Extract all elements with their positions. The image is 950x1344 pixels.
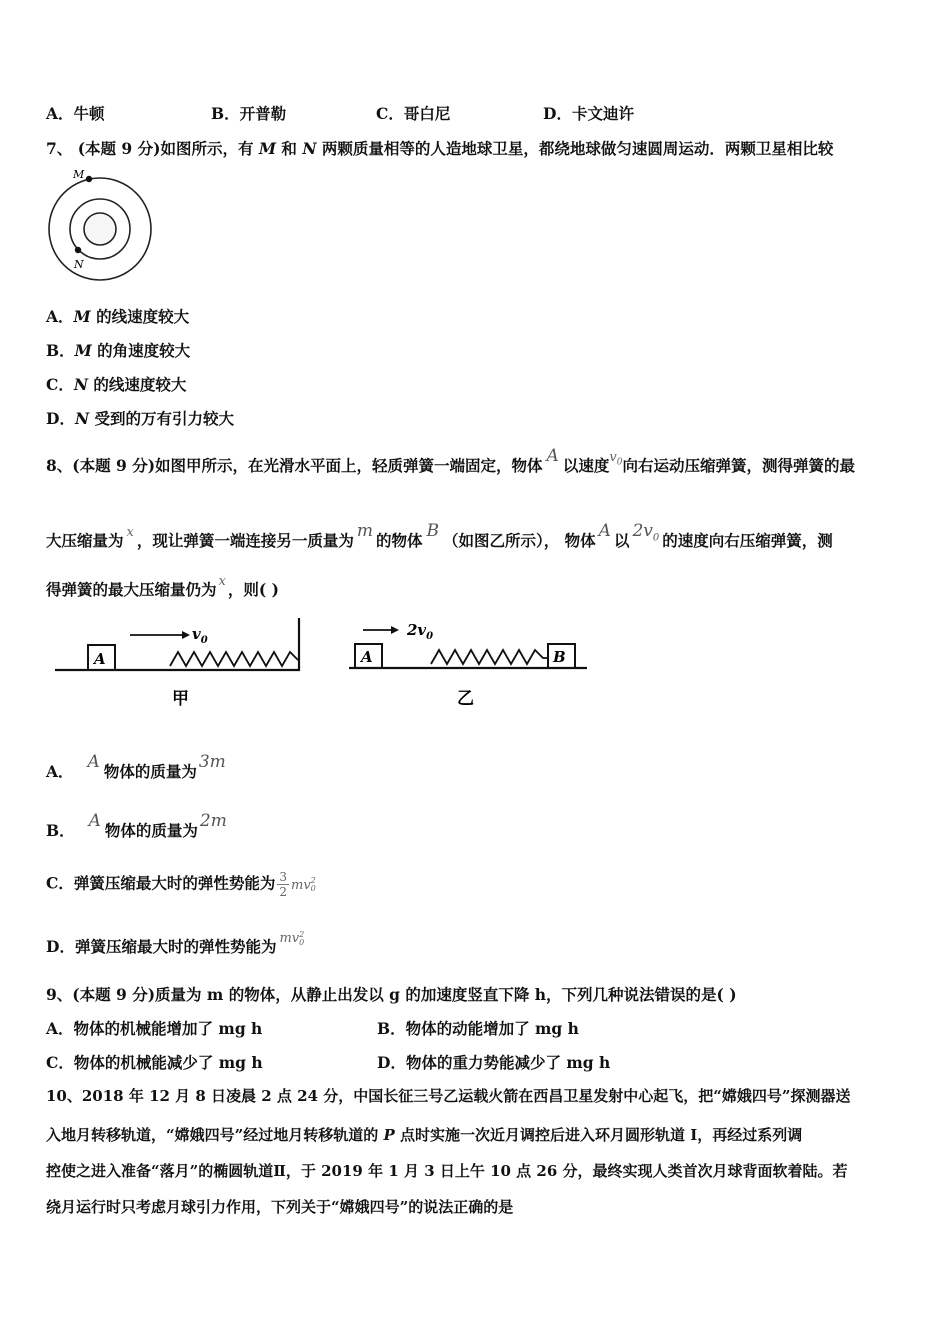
2v0-symbol: $2v_0$ [632, 521, 660, 544]
spring-yi [431, 650, 548, 664]
q7-option-b[interactable]: B．M 的角速度较大 [46, 341, 191, 360]
q6-option-b[interactable]: B．开普勒 [211, 104, 287, 123]
q9-option-c[interactable]: C．物体的机械能减少了 mg h [46, 1053, 263, 1072]
q6-option-d[interactable]: D．卡文迪许 [543, 104, 634, 123]
q7-stem: 7、 (本题 9 分)如图所示，有 M 和 N 两颗质量相等的人造地球卫星，都绕地球做匀速圆周运动．两颗卫星相比较 [46, 139, 834, 158]
q8-stem-line-1: 8、(本题 9 分)如图甲所示，在光滑水平面上，轻质弹簧一端固定，物体 A 以速度$^{v_0}$向右运动压缩弹簧，测得弹簧的最 [46, 446, 855, 475]
fraction-3-2: $\frac{3}{2}$ [279, 870, 287, 899]
q9-option-d[interactable]: D．物体的重力势能减少了 mg h [377, 1053, 611, 1072]
arrow-head-yi [391, 626, 399, 634]
q9-option-a[interactable]: A．物体的机械能增加了 mg h [46, 1019, 263, 1038]
q6-option-a[interactable]: A．牛顿 [46, 104, 105, 123]
caption-jia: 甲 [172, 689, 189, 709]
q7-option-a[interactable]: A．M 的线速度较大 [46, 307, 190, 326]
q8-figure-yi [345, 612, 595, 712]
q10-stem-line-3: 控使之进入准备“落月”的椭圆轨道Ⅱ，于 2019 年 1 月 3 日上午 10 点 26 分，最终实现人类首次月球背面软着陆。若 [46, 1162, 848, 1180]
q8-stem-line-3: 得弹簧的最大压缩量仍为 $^x$ ，则( ) [46, 574, 279, 599]
q8-option-a[interactable]: A． A 物体的质量为 3m [46, 752, 226, 781]
q10-stem-line-2: 入地月转移轨道，“嫦娥四号”经过地月转移轨道的 P 点时实施一次近月调控后进入环月圆形轨道 I，再经过系列调 [46, 1126, 803, 1144]
label-m: M [73, 168, 85, 181]
satellite-n-dot [75, 247, 81, 253]
q7-orbit-figure [40, 165, 160, 285]
svg-text:v0: $v_0$ [192, 625, 208, 646]
svg-text:A: A [94, 650, 106, 668]
q7-option-d[interactable]: D．N 受到的万有引力较大 [46, 409, 235, 428]
q7-option-c[interactable]: C．N 的线速度较大 [46, 375, 187, 394]
q6-options-row [46, 102, 906, 122]
q10-stem-line-1: 10、2018 年 12 月 8 日凌晨 2 点 24 分，中国长征三号乙运载火箭在西昌卫星发射中心起飞，把“嫦娥四号”探测器送 [46, 1087, 851, 1105]
svg-text:B: B [553, 648, 566, 666]
q8-option-c[interactable]: C．弹簧压缩最大时的弹性势能为 $\frac{3}{2}$ mv 2 0 [46, 870, 316, 899]
q9-option-b[interactable]: B．物体的动能增加了 mg h [377, 1019, 579, 1038]
arrow-head-jia [182, 631, 190, 639]
q8-option-b[interactable]: B． A 物体的质量为 2m [46, 811, 227, 840]
svg-text:A: A [361, 648, 373, 666]
q8-stem-line-2: 大压缩量为 $^x$ ，现让弹簧一端连接另一质量为 m 的物体 B （如图乙所示）， 物体 A 以 $2v_0$ 的速度向右压缩弹簧，测 [46, 521, 833, 550]
v0-symbol: v0 [609, 450, 623, 468]
svg-text:2v0: $2v_0$ [407, 621, 434, 642]
satellite-m-dot [86, 176, 92, 182]
mv0-squared-c: mv 2 0 [291, 876, 316, 893]
mv0-squared-d: mv 2 0 [279, 929, 305, 947]
q8-option-d[interactable]: D．弹簧压缩最大时的弹性势能为 $^{mv 2 0}$ [46, 929, 305, 956]
label-n: N [74, 258, 84, 271]
q6-option-c[interactable]: C．哥白尼 [376, 104, 451, 123]
caption-yi: 乙 [457, 689, 474, 709]
spring-jia [170, 652, 298, 666]
earth [84, 213, 116, 245]
q8-figure-jia [50, 612, 310, 712]
q9-stem: 9、(本题 9 分)质量为 m 的物体，从静止出发以 g 的加速度竖直下降 h，下列几种说法错误的是( ) [46, 985, 737, 1004]
q10-stem-line-4: 绕月运行时只考虑月球引力作用，下列关于“嫦娥四号”的说法正确的是 [46, 1198, 514, 1216]
